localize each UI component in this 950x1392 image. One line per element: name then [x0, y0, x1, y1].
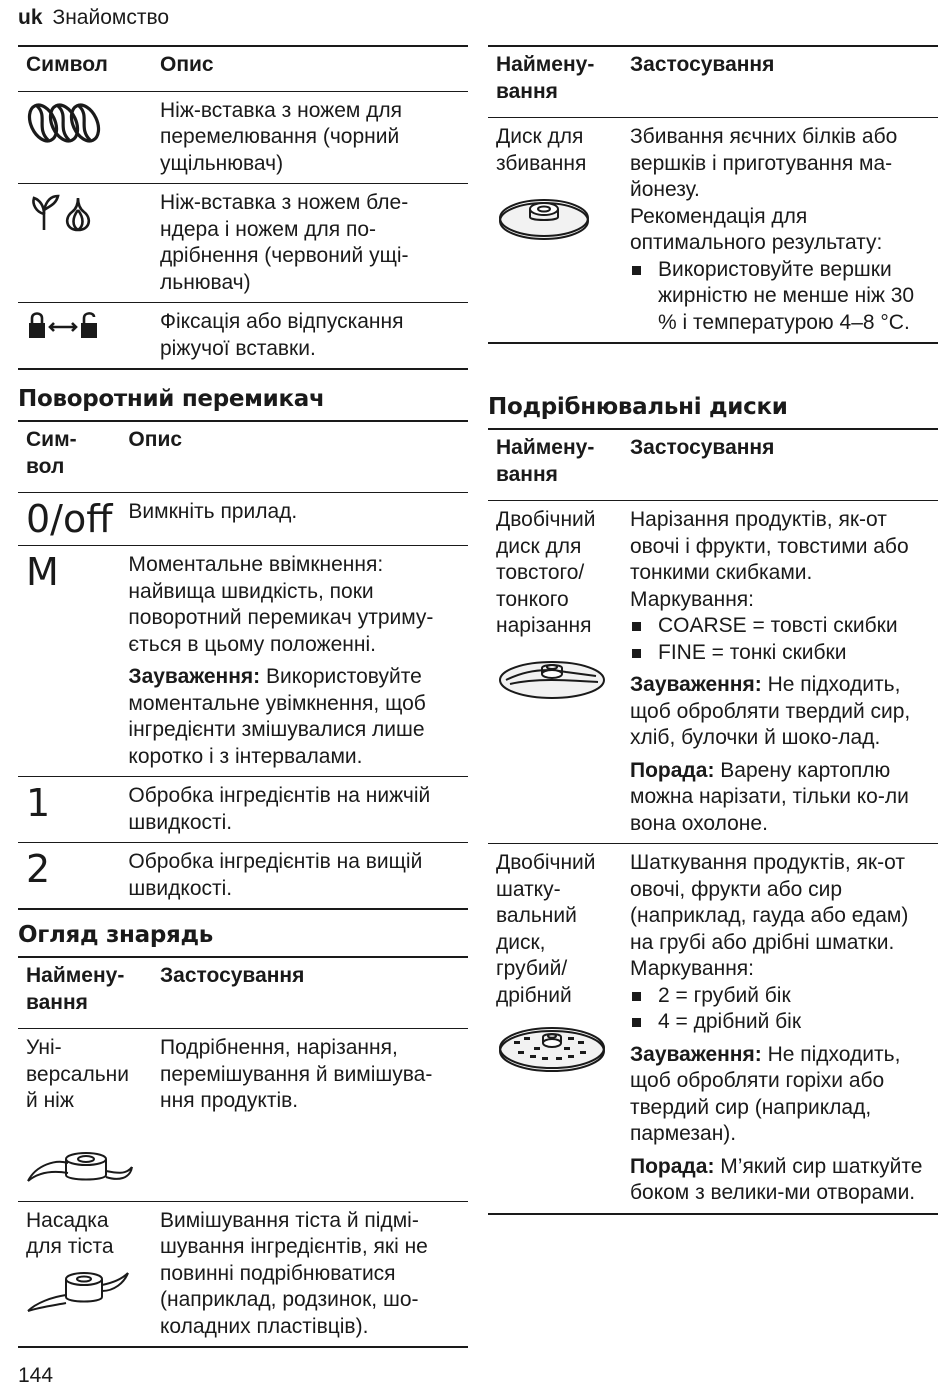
- disc-note: [630, 1042, 930, 1148]
- slicing-disc-icon: [496, 654, 614, 702]
- list-item: FINE = тонкі скибки: [630, 640, 930, 667]
- switch-description-cell: [120, 546, 468, 777]
- table-row: [18, 546, 468, 777]
- list-item: Використовуйте вершки жирністю не менше ніж 30 % і температурою 4–8 °C.: [630, 257, 930, 337]
- tip-text: М’який сир шаткуйте боком з велики-ми отворами.: [630, 1154, 923, 1204]
- tool-name: Диск для збивання: [496, 125, 587, 175]
- marking-label: Маркування:: [630, 957, 755, 980]
- disc-note: [630, 672, 930, 752]
- col-header-application: Застосування: [630, 53, 775, 76]
- tool-name-cell: [488, 501, 622, 844]
- whisk-disc-icon: [496, 191, 614, 243]
- switch-description: Моментальне ввімкнення: найвища швидкість, поки поворотний перемикач утриму-ється в цьому положенні.: [128, 553, 434, 656]
- language-code: uk: [18, 6, 43, 29]
- tool-name-cell: [488, 118, 622, 344]
- table-row: [18, 1029, 468, 1202]
- switch-symbol: 2: [26, 847, 51, 891]
- col-header-name: Наймену-вання: [496, 53, 595, 103]
- dough-tool-icon: [26, 1267, 144, 1317]
- coffee-beans-icon: [18, 91, 152, 184]
- note-text: Не підходить, щоб обробляти горіхи або твердий сир (наприклад, пармезан).: [630, 1042, 901, 1145]
- symbol-description: Ніж-вставка з ножем бле-ндера і ножем для по-дрібнення (червоний ущі-льнювач): [160, 191, 409, 294]
- disc-tip: [630, 1154, 930, 1207]
- list-item: COARSE = товсті скибки: [630, 613, 930, 640]
- tool-name-cell: [18, 1201, 152, 1347]
- disc-tip: [630, 758, 930, 838]
- lock-unlock-icon: [18, 303, 152, 370]
- col-header-name: Наймену-вання: [26, 964, 125, 1014]
- list-item: 4 = дрібний бік: [630, 1009, 930, 1036]
- rotary-switch-table: [18, 420, 468, 910]
- note-text: Використовуйте моментальне увімкнення, щоб інгредієнти змішувалися лише коротко і з інтервалами.: [128, 665, 426, 768]
- tool-description: Збивання яєчних білків або вершків і приготування ма-йонезу.: [630, 125, 898, 201]
- list-item: 2 = грубий бік: [630, 983, 930, 1010]
- tool-application-cell: [622, 501, 938, 844]
- tools-overview-table: [18, 956, 468, 1348]
- switch-symbol: M: [26, 550, 59, 594]
- col-header-application: Застосування: [630, 436, 775, 459]
- table-row: [18, 1201, 468, 1347]
- tool-name: Уні-версальни й ніж: [26, 1036, 129, 1112]
- col-header-description: Опис: [160, 53, 214, 76]
- whisk-table: [488, 45, 938, 344]
- switch-note: [128, 664, 460, 770]
- switch-description: Обробка інгредієнтів на вищій швидкості.: [128, 850, 423, 900]
- symbols-table: [18, 45, 468, 370]
- col-header-symbol: Символ: [26, 53, 108, 76]
- tip-label: Порада:: [630, 758, 715, 782]
- recommendation: Рекомендація для оптимального результату:: [630, 204, 883, 254]
- rotary-switch-title: Поворотний перемикач: [18, 386, 325, 412]
- col-header-name: Наймену-вання: [496, 436, 595, 486]
- table-row: [18, 843, 468, 910]
- symbol-description: Фіксація або відпускання ріжучої вставки.: [160, 310, 404, 360]
- tool-description: Вимішування тіста й підмі-шування інгредієнтів, які не повинні подрібнюватися (наприклад, родзинок, шо-коладних пластівців).: [160, 1208, 428, 1338]
- tool-name-cell: [18, 1029, 152, 1202]
- tool-name: Насадка для тіста: [26, 1208, 114, 1258]
- switch-description: Обробка інгредієнтів на нижчій швидкості.: [128, 784, 431, 834]
- switch-description: Вимкніть прилад.: [128, 500, 298, 523]
- shredding-disc-icon: [496, 1023, 614, 1075]
- section-name: Знайомство: [52, 6, 170, 29]
- tool-description: Нарізання продуктів, як-от овочі і фрукти, товстими або тонкими скибками.: [630, 508, 909, 584]
- tip-text: Варену картоплю можна нарізати, тільки ко-ли вона охолоне.: [630, 758, 909, 835]
- herb-onion-icon: [18, 184, 152, 303]
- table-row: [488, 844, 938, 1214]
- table-row: [18, 184, 468, 303]
- col-header-description: Опис: [128, 428, 183, 451]
- tool-name-cell: [488, 844, 622, 1214]
- col-header-symbol: Сим-вол: [26, 428, 77, 478]
- note-label: Зауваження:: [630, 673, 762, 696]
- note-label: Зауваження:: [630, 1042, 762, 1066]
- table-row: [488, 118, 938, 344]
- tools-overview-title: Огляд знарядь: [18, 922, 213, 948]
- tool-application-cell: [622, 118, 938, 344]
- table-row: [18, 777, 468, 843]
- tool-name: Двобічний диск для товстого/ тонкого нарізання: [496, 508, 596, 637]
- table-row: [488, 501, 938, 844]
- note-label: Зауваження:: [128, 665, 261, 688]
- tool-application-cell: [622, 844, 938, 1214]
- col-header-application: Застосування: [160, 964, 305, 987]
- discs-table: [488, 428, 938, 1215]
- discs-title: Подрібнювальні диски: [488, 394, 788, 420]
- switch-symbol: 0/off: [26, 497, 113, 541]
- tool-description: Шаткування продуктів, як-от овочі, фрукти або сир (наприклад, гауда або едам) на грубі або дрібні шматки.: [630, 851, 909, 954]
- page-number: 144: [18, 1364, 54, 1387]
- marking-label: Маркування:: [630, 587, 755, 611]
- table-row: [18, 91, 468, 184]
- note-text: Не підходить, щоб обробляти твердий сир, хліб, булочки й шоко-лад.: [630, 673, 911, 749]
- switch-symbol: 1: [26, 781, 51, 825]
- table-row: [18, 303, 468, 370]
- table-row: [18, 493, 468, 546]
- symbol-description: Ніж-вставка з ножем для перемелювання (чорний ущільнювач): [160, 98, 403, 175]
- universal-blade-icon: [26, 1145, 144, 1195]
- tool-description: Подрібнення, нарізання, перемішування й вимішува-ння продуктів.: [160, 1036, 433, 1112]
- tip-label: Порада:: [630, 1154, 715, 1178]
- page-header: [18, 6, 169, 30]
- tool-name: Двобічний шатку-вальний диск, грубий/ дрібний: [496, 851, 596, 1007]
